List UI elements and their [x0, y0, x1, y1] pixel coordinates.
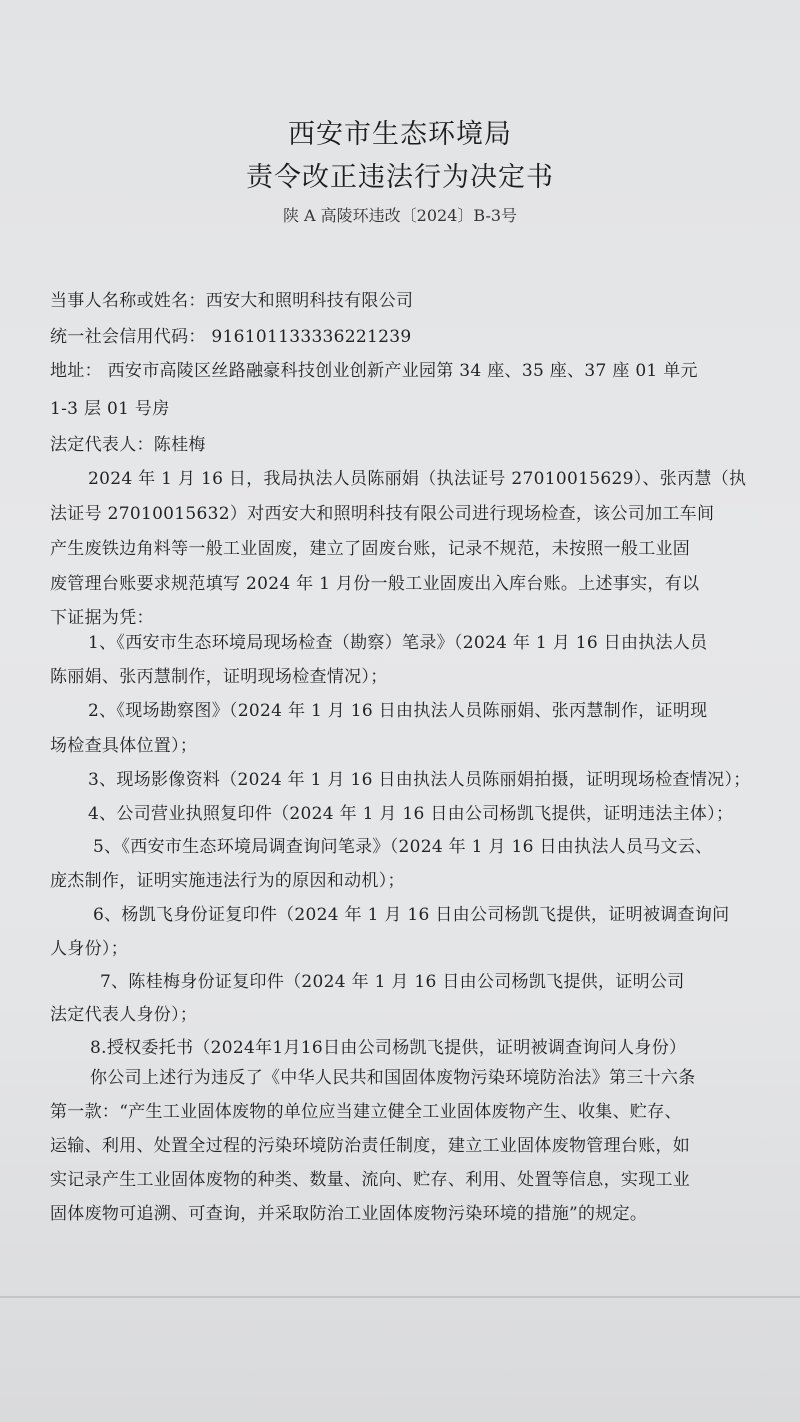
evidence-line: 3、现场影像资料（2024 年 1 月 16 日由执法人员陈丽娟拍摄，证明现场检查情况）； — [88, 770, 751, 790]
evidence-line: 陈丽娟、张丙慧制作，证明现场检查情况）； — [50, 667, 388, 687]
paper-fold-shadow — [0, 1296, 800, 1298]
evidence-line: 人身份）； — [50, 939, 128, 959]
evidence-line: 6、杨凯飞身份证复印件（2024 年 1 月 16 日由公司杨凯飞提供，证明被调查询问 — [93, 905, 730, 925]
agency-title: 西安市生态环境局 — [288, 119, 512, 150]
evidence-line: 2、《现场勘察图》（2024 年 1 月 16 日由执法人员陈丽娟、张丙慧制作，证明现 — [88, 701, 708, 721]
address-line: 地址： 西安市高陵区丝路融豪科技创业创新产业园第 34 座、35 座、37 座 01 单元 — [50, 361, 698, 381]
evidence-line: 4、公司营业执照复印件（2024 年 1 月 16 日由公司杨凯飞提供，证明违法主体）； — [88, 804, 734, 824]
violation-line: 第一款：“产生工业固体废物的单位应当建立健全工业固体废物产生、收集、贮存、 — [50, 1102, 682, 1122]
document-number: 陕 A 高陵环违改〔2024〕B-3号 — [282, 206, 518, 225]
evidence-line: 1、《西安市生态环境局现场检查（勘察）笔录》（2024 年 1 月 16 日由执法人员 — [88, 633, 708, 653]
evidence-line: 法定代表人身份）； — [50, 1005, 198, 1025]
violation-line: 实记录产生工业固体废物的种类、数量、流向、贮存、利用、处置等信息，实现工业 — [50, 1170, 691, 1190]
legal-representative: 法定代表人：陈桂梅 — [50, 435, 206, 455]
facts-line: 产生废铁边角料等一般工业固废，建立了固废台账，记录不规范，未按照一般工业固 — [50, 539, 691, 559]
facts-line: 下证据为凭： — [50, 608, 154, 628]
credit-code: 统一社会信用代码： 916101133336221239 — [50, 327, 412, 347]
document-title: 责令改正违法行为决定书 — [246, 162, 554, 193]
party-name: 当事人名称或姓名：西安大和照明科技有限公司 — [50, 291, 414, 311]
evidence-line: 场检查具体位置）； — [50, 736, 198, 756]
violation-line: 运输、利用、处置全过程的污染环境防治责任制度，建立工业固体废物管理台账，如 — [50, 1136, 691, 1156]
evidence-line: 庞杰制作，证明实施违法行为的原因和动机）； — [50, 871, 405, 891]
evidence-line: 8.授权委托书（2024年1月16日由公司杨凯飞提供，证明被调查询问人身份） — [90, 1038, 687, 1058]
violation-line: 你公司上述行为违反了《中华人民共和国固体废物污染环境防治法》第三十六条 — [90, 1068, 696, 1088]
evidence-line: 7、陈桂梅身份证复印件（2024 年 1 月 16 日由公司杨凯飞提供，证明公司 — [100, 972, 685, 992]
violation-line: 固体废物可追溯、可查询，并采取防治工业固体废物污染环境的措施”的规定。 — [50, 1204, 648, 1224]
facts-line: 2024 年 1 月 16 日，我局执法人员陈丽娟（执法证号 27010015629）、张丙慧（执 — [88, 469, 747, 489]
address-line: 1-3 层 01 号房 — [50, 399, 170, 419]
facts-line: 法证号 27010015632）对西安大和照明科技有限公司进行现场检查，该公司加工车间 — [50, 504, 715, 524]
facts-line: 废管理台账要求规范填写 2024 年 1 月份一般工业固废出入库台账。上述事实，有以 — [50, 574, 700, 594]
evidence-line: 5、《西安市生态环境局调查询问笔录》（2024 年 1 月 16 日由执法人员马文云、 — [93, 837, 713, 857]
